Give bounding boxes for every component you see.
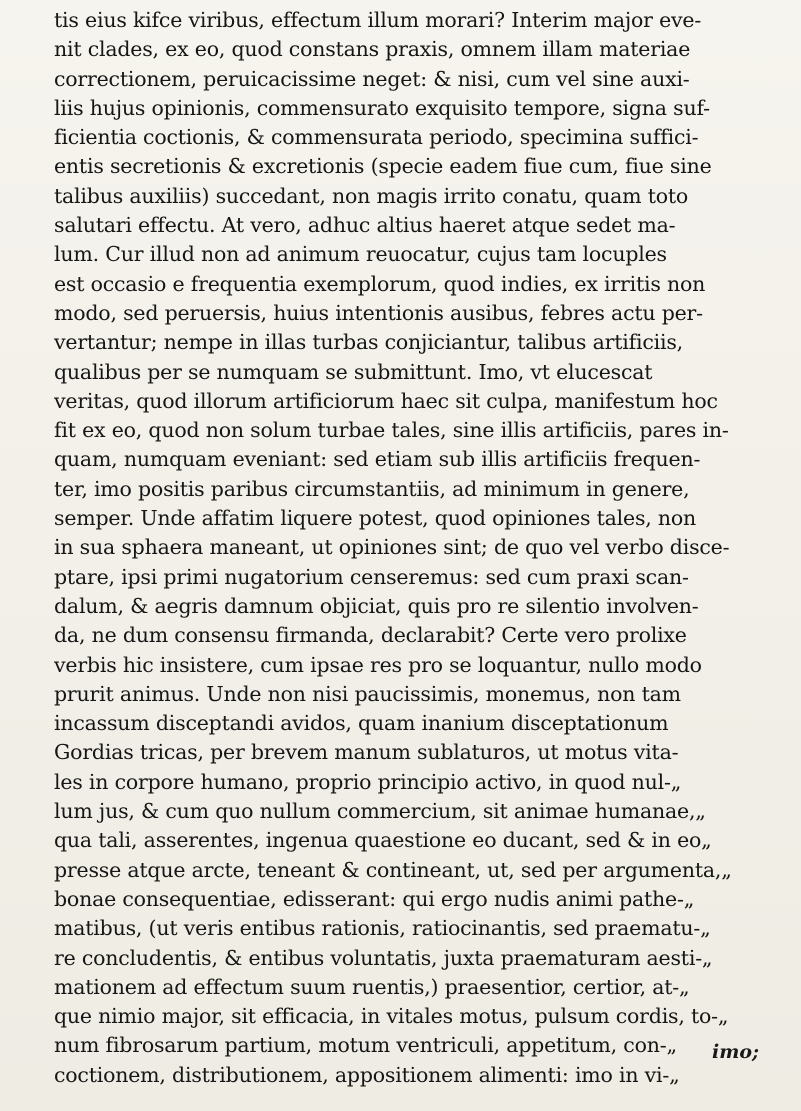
text-line: coctionem, distributionem, appositionem alimenti: imo in vi-„ [54, 1062, 680, 1087]
text-line: que nimio major, sit efficacia, in vitales motus, pulsum cordis, to-„ [54, 1004, 729, 1029]
text-line: nit clades, ex eo, quod constans praxis, omnem illam materiae [54, 37, 691, 62]
text-line: talibus auxiliis) succedant, non magis irrito conatu, quam toto [54, 183, 689, 208]
text-line: dalum, & aegris damnum objiciat, quis pro re silentio involven- [54, 593, 699, 618]
text-line: in sua sphaera maneant, ut opiniones sint; de quo vel verbo disce- [54, 535, 730, 560]
text-line: veritas, quod illorum artificiorum haec sit culpa, manifestum hoc [54, 388, 718, 413]
text-line: mationem ad effectum suum ruentis,) praesentior, certior, at-„ [54, 974, 690, 999]
text-line: incassum disceptandi avidos, quam inanium disceptationum [54, 711, 669, 736]
text-line: ptare, ipsi primi nugatorium censeremus: sed cum praxi scan- [54, 564, 689, 589]
text-line: presse atque arcte, teneant & contineant, ut, sed per argumenta,„ [54, 857, 732, 882]
text-line: re concludentis, & entibus voluntatis, juxta praematuram aesti-„ [54, 945, 713, 970]
text-line: liis hujus opinionis, commensurato exquisito tempore, signa suf- [54, 95, 710, 120]
text-line: prurit animus. Unde non nisi paucissimis, monemus, non tam [54, 681, 681, 706]
text-line: Gordias tricas, per brevem manum sublaturos, ut motus vita- [54, 740, 679, 765]
text-line: lum jus, & cum quo nullum commercium, sit animae humanae,„ [54, 799, 706, 824]
text-line: ter, imo positis paribus circumstantiis, ad minimum in genere, [54, 476, 690, 501]
text-line: tis eius kifce viribus, effectum illum morari? Interim major eve- [54, 8, 702, 32]
text-line: semper. Unde affatim liquere potest, quod opiniones tales, non [54, 506, 697, 531]
text-line: qualibus per se numquam se submittunt. Imo, vt elucescat [54, 359, 653, 384]
text-line: matibus, (ut veris entibus rationis, ratiocinantis, sed praematu-„ [54, 916, 711, 941]
catchword: imo; [712, 1041, 760, 1063]
text-line: modo, sed peruersis, huius intentionis ausibus, febres actu per- [54, 300, 703, 325]
text-line: da, ne dum consensu firmanda, declarabit? Certe vero prolixe [54, 623, 687, 648]
text-line: est occasio e frequentia exemplorum, quod indies, ex irritis non [54, 271, 706, 296]
text-line: num fibrosarum partium, motum ventriculi, appetitum, con-„ [54, 1033, 677, 1058]
text-line: quam, numquam eveniant: sed etiam sub illis artificiis frequen- [54, 447, 701, 472]
text-line: lum. Cur illud non ad animum reuocatur, cujus tam locuples [54, 242, 667, 267]
text-line: salutari effectu. At vero, adhuc altius haeret atque sedet ma- [54, 213, 676, 238]
text-line: fit ex eo, quod non solum turbae tales, sine illis artificiis, pares in- [54, 418, 729, 443]
text-line: les in corpore humano, proprio principio activo, in quod nul-„ [54, 769, 682, 794]
body-text [54, 6, 760, 1090]
text-line: entis secretionis & excretionis (specie eadem fiue cum, fiue sine [54, 154, 712, 179]
text-line: qua tali, asserentes, ingenua quaestione eo ducant, sed & in eo„ [54, 828, 712, 853]
text-line: vertantur; nempe in illas turbas conjiciantur, talibus artificiis, [54, 330, 683, 355]
text-line: verbis hic insistere, cum ipsae res pro se loquantur, nullo modo [54, 652, 702, 677]
text-line: correctionem, peruicacissime neget: & nisi, cum vel sine auxi- [54, 66, 690, 91]
text-line: ficientia coctionis, & commensurata periodo, specimina suffici- [54, 125, 699, 150]
text-line: bonae consequentiae, edisserant: qui ergo nudis animi pathe-„ [54, 886, 695, 911]
